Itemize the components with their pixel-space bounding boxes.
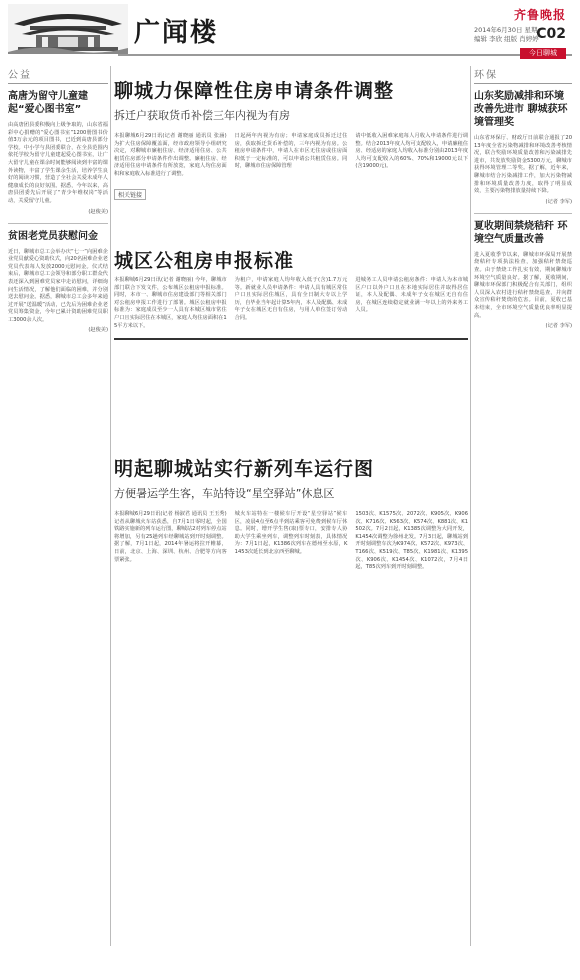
- right-section-label: 环保: [474, 66, 572, 84]
- paper-meta: [474, 26, 546, 44]
- right-story2-title: 夏收期间禁烧秸秆 环境空气质量改善: [474, 220, 568, 245]
- article2-body: [114, 277, 468, 330]
- article-train-schedule: [114, 444, 468, 664]
- column-divider-right: [470, 66, 471, 946]
- article1-subtitle: 拆迁户获取货币补偿三年内视为有房: [114, 109, 290, 122]
- left-story2-title: 贫困老党员获慰问金: [8, 230, 98, 242]
- section-rule: [114, 338, 468, 340]
- article2-col3: 进城务工人员申请公租房条件：申请人为本市城区户口以外户口且在本地实际居住并取得居住证，本人及配偶、未成年子女在城区无自有住房，在城区连续稳定就业满一年以上的外来务工人员。: [355, 277, 469, 314]
- right-rule: [474, 213, 572, 214]
- right-story2-byline: (记者 李军): [545, 323, 572, 330]
- article2-col1: 本报聊城6月29日讯(记者 谢晓丽) 今年，聊城市部门联合下发文件，公布城区公租房申报标准。同时，本市一、聊城市住房建设部门等相关部门对公租房申报工作进行了部署。城区公租房申报标准为：家庭成员至少一人具有本城区城市常住户口且实际居住在本城区，家庭人均住房面积在15平方米以下。: [114, 277, 227, 329]
- article1-col1: 本报聊城6月29日讯(记者 谢晓丽 通讯员 张涵) 为扩大住房保障覆盖面，经市政府领导小组研究决定，对聊城市廉租住房、经济适用住房、公共租赁住房部分申请条件作出调整。廉租住房、经济适用住房申请条件有所放宽，家庭人均住房面积和家庭收入标准进行了调整。: [114, 133, 227, 177]
- left-story1-body: 由高唐团县委积极向上级争取的，山东省福彩中心捐赠的“爱心图书室”1200册图书价值3万余元的项目图书，已近到高唐县部分学校。中小学与县团委联合，在全县范围内依托学校为留守儿童建起爱心图书室，让广大留守儿童在课余时间能够阅读到丰富的课外读物，丰富了学生课余生活，培养学生良好的阅读习惯，营造了全社会关爱未成年人健康成长的良好氛围。据悉，今年以来，高唐县团委先后开展了“青少年维权岗”等活动，关爱留守儿童。: [8, 122, 108, 204]
- page-tag: 今日聊城: [520, 48, 566, 59]
- editors-line: 编辑 李欣 组版 肖婷婷: [474, 35, 539, 43]
- paper-name: 齐鲁晚报: [513, 8, 566, 22]
- left-rule: [8, 223, 108, 224]
- right-story1-title: 山东奖励减排和环境改善先进市 聊城获环境管理奖: [474, 91, 568, 128]
- article1-body: [114, 133, 468, 179]
- article3-title: 明起聊城站实行新列车运行图: [114, 458, 375, 480]
- right-story1-byline: (记者 李军): [545, 198, 572, 205]
- article3-col3: 1503次、K1575次、2072次、K905次、K906次、K716次、K563次、K574次、K881次、K1502次。7月2日起，K1385次调整为大同开发，K1454次调整为徐州北发。7月3日起，聊城站到开时刻调整车次为K974次、K572次、K973次、T166次、K519次、T85次、K1981次、K1395次、K906次、K1454次、K1072次，7月4日起，T85次列车到开时刻调整。: [355, 511, 469, 571]
- article3-col1: 本报聊城6月29日讯(记者 杨淑君 通讯员 王玉秀) 记者从聊城火车站获悉，自7月1日零时起，全国铁路实施新的列车运行图，聊城站2对列车停点站将增加，另有25趟列车经聊城站到开时刻调整。据了解，7月1日起，2014年暑运将拉开帷幕，日前，北京、上海、深圳、杭州、合肥等方向客票紧张。: [114, 511, 227, 563]
- column-divider-left: [110, 66, 111, 946]
- left-story2-byline: (赵俊美): [88, 327, 108, 334]
- article2-col2: 为租户，申请家庭人均年收入低于(含)1.7万元等。新就业人员申请条件：申请人具有城区常住户口且实际居住城区，具有全日制大专以上学历，自毕业当年起计算5年内，本人及配偶、未成年子女在城区无自有住房，与用人单位签订劳动合同。: [234, 277, 348, 321]
- pavilion-illustration: [8, 4, 128, 54]
- related-link-tag: 相关链接: [114, 189, 146, 200]
- article3-col2: 城火车站特在一楼候车厅开设“星空驿站”候车区，凌晨4点至6点半到站乘客可免费到候车厅休息。同时，增开学生售(取)票专口，安排专人协助大学生乘坐列车，调整列车时刻表，具体情况为：7月1日起，K1386次列车在德州至水原，K1453次延长到北京西至聊城。: [234, 511, 348, 555]
- right-story1-body: 山东省环保厅、财政厅日前联合通报了2013年度全省污染物减排和环境改善考核情况，联合奖励环境质量改善和污染减排先进市，共发放奖励资金5300万元，聊城市获得环境管理二等奖。据了解，近年来，聊城市结合污染减排工作，加大污染物减排和环境质量改善力度，取得了明显成效，主要污染物排放量持续下降。: [474, 135, 572, 195]
- page-number: C02: [536, 26, 566, 42]
- right-story2-body: 进入夏收季节以来，聊城市环保局开展禁烧秸秆专项执法检查，加强秸秆禁烧巡查。由于禁烧工作扎实有效，期间聊城市环境空气质量良好。据了解，夏收期间，聊城市环保部门积极配合有关部门，组织人员深入农村进行秸秆禁烧巡查，并向群众宣传秸秆焚烧的危害。目前，夏收已基本结束，全市环境空气质量优良率明显提高。: [474, 251, 572, 319]
- article-public-rental: [114, 236, 468, 436]
- article1-col2: 日起两年内视为有房；申请家庭成员拆迁过住房，获取拆迁货币补偿的，三年内视为有房。公租房申请条件中，申请人在市区无住房或住房面积低于一定标准的，可以申请公共租赁住房。同时，聊城市住房保障管理: [234, 133, 348, 170]
- article-housing: [114, 66, 468, 236]
- left-story1-byline: (赵俊美): [88, 208, 108, 215]
- left-column: [8, 66, 108, 341]
- left-story1-title: 高唐为留守儿童建起“爱心图书室”: [8, 91, 88, 115]
- right-column: [474, 66, 572, 337]
- left-story2-body: 近日，聊城市总工会举办庆“七一”向困难企业党员献爱心资助仪式，向20名困难企业老党员代表每人发放2000元慰问金。仪式结束后，聊城市总工会领导和部分职工群众代表还深入到困难党员家中走访慰问，详细询问生活情况，了解他们面临的困难，并分别送去慰问金。据悉，聊城市总工会多年来通过开展“送温暖”活动，已先后为困难企业老党员筹集资金，今年已累计资助困难党员职工3000余人次。: [8, 248, 108, 323]
- section-title: 广闻楼: [134, 18, 219, 48]
- masthead: [8, 4, 572, 62]
- left-section-label: 公益: [8, 66, 108, 84]
- article3-body: [114, 511, 468, 572]
- article3-subtitle: 方便暑运学生客，车站特设“星空驿站”休息区: [114, 487, 335, 500]
- masthead-rule: [118, 54, 572, 56]
- article1-title: 聊城力保障性住房申请条件调整: [114, 80, 395, 102]
- date-line: 2014年6月30日 星期一: [474, 26, 545, 34]
- article2-title: 城区公租房申报标准: [114, 250, 295, 272]
- article1-col3: 请中低收入困难家庭每人月收入申请条件进行调整。结合2013年度人均可支配收入，申请廉租住房、经适房的家庭人均收入标准分别由2013年度人均可支配收入的60%、70%和19000元以下(含19000元)。: [355, 133, 469, 170]
